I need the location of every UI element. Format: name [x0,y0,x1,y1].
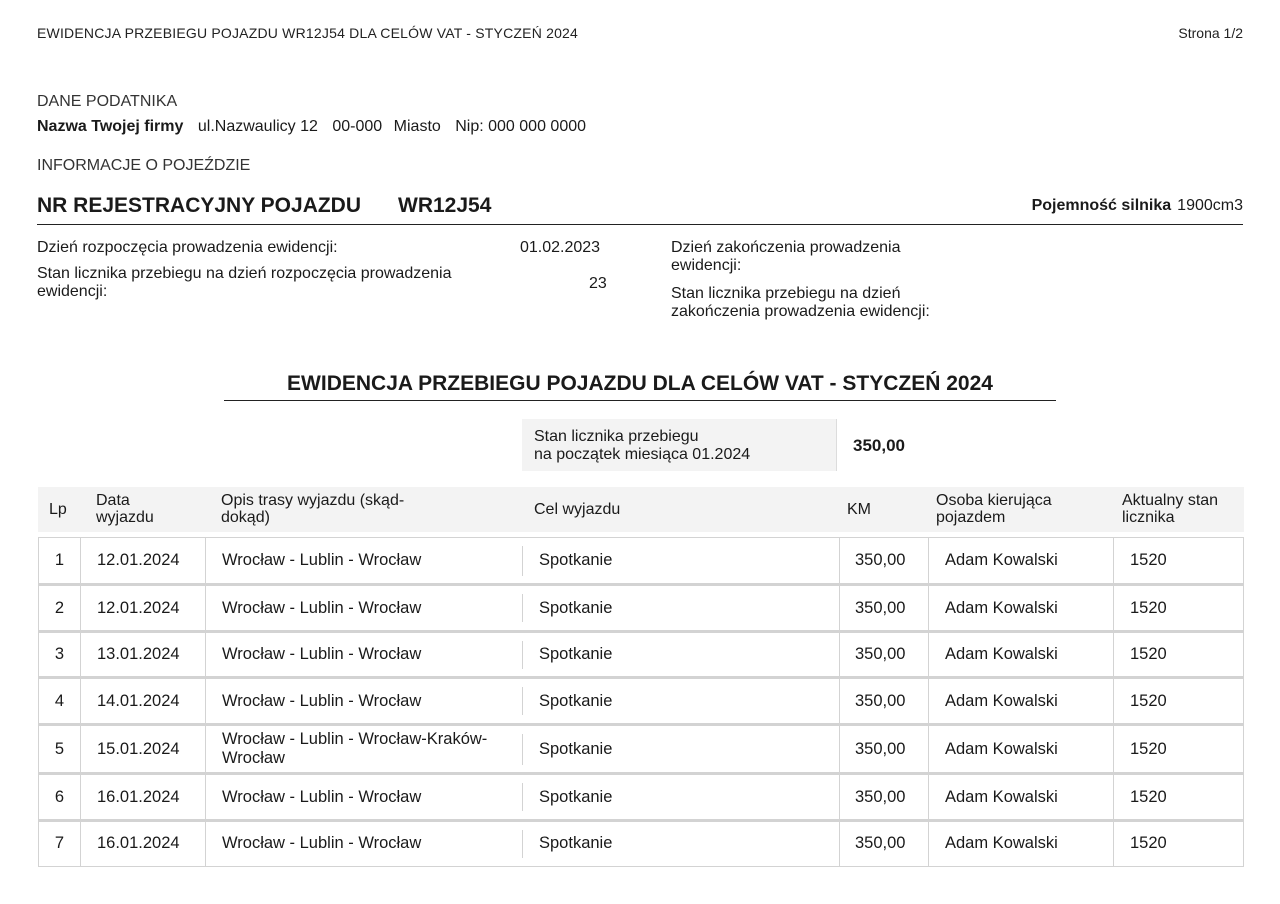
cell-date: 12.01.2024 [81,538,206,584]
document-title: EWIDENCJA PRZEBIEGU POJAZDU WR12J54 DLA CELÓW VAT - STYCZEŃ 2024 [37,25,579,41]
table-row [38,537,1244,585]
company-postal-code: 00-000 [332,118,383,135]
table-row [38,676,1244,724]
start-counter-value: 23 [589,275,607,292]
cell-route: Wrocław - Lublin - Wrocław-Kraków-Wrocław [206,726,523,773]
cell-lp: 7 [39,822,81,866]
cell-date: 15.01.2024 [81,726,206,773]
cell-purpose: Spotkanie [523,679,840,723]
start-counter-label: Stan licznika przebiegu na dzień rozpoczęcia prowadzenia ewidencji: [37,265,452,300]
table-row [38,583,1244,631]
company-street: ul.Nazwaulicy 12 [197,118,318,135]
cell-date: 12.01.2024 [81,586,206,630]
cell-counter: 1520 [1130,645,1167,663]
table-row [38,630,1244,678]
cell-lp: 2 [39,586,81,630]
cell-purpose: Spotkanie [523,586,840,630]
engine-capacity-value: 1900cm3 [1177,197,1243,214]
month-start-counter-label-line1: Stan licznika przebiegu [534,428,699,445]
table-header [38,487,1244,532]
cell-lp: 4 [39,679,81,723]
cell-counter: 1520 [1130,834,1167,852]
registration-row [37,194,1243,225]
cell-route: Wrocław - Lublin - Wrocław [206,822,523,866]
month-start-counter-value: 350,00 [853,436,905,455]
cell-counter: 1520 [1130,598,1167,617]
taxpayer-section-label: DANE PODATNIKA [37,93,178,110]
cell-lp: 1 [39,538,81,584]
header-km: KM [847,501,871,518]
cell-driver: Adam Kowalski [929,726,1114,773]
cell-purpose: Spotkanie [523,726,840,773]
table-row [38,723,1244,774]
table-row [38,819,1244,867]
cell-date: 14.01.2024 [81,679,206,723]
cell-route: Wrocław - Lublin - Wrocław [206,586,523,630]
cell-purpose: Spotkanie [523,538,840,584]
start-date-label: Dzień rozpoczęcia prowadzenia ewidencji: [37,239,338,256]
vehicle-section-label: INFORMACJE O POJEŹDZIE [37,157,251,174]
header-driver: Osoba kierująca pojazdem [936,492,1052,526]
cell-lp: 5 [39,726,81,773]
mileage-table [38,538,1244,867]
cell-counter: 1520 [1130,551,1167,569]
cell-lp: 3 [39,633,81,677]
cell-driver: Adam Kowalski [929,633,1114,677]
company-city: Miasto [393,118,441,135]
company-nip: Nip: 000 000 0000 [455,118,587,135]
cell-km: 350,00 [840,726,929,773]
header-route: Opis trasy wyjazdu (skąd-dokąd) [221,492,405,526]
cell-counter: 1520 [1130,787,1167,806]
cell-km: 350,00 [840,538,929,584]
registration-number: WR12J54 [398,194,492,217]
cell-driver: Adam Kowalski [929,822,1114,866]
cell-counter: 1520 [1130,739,1167,758]
cell-route: Wrocław - Lublin - Wrocław [206,538,523,584]
cell-purpose: Spotkanie [523,775,840,819]
cell-km: 350,00 [840,586,929,630]
start-date-value: 01.02.2023 [520,239,601,256]
cell-km: 350,00 [840,822,929,866]
cell-date: 16.01.2024 [81,775,206,819]
taxpayer-details [37,118,596,136]
header-lp: Lp [49,501,67,518]
cell-lp: 6 [39,775,81,819]
cell-purpose: Spotkanie [523,822,840,866]
cell-date: 13.01.2024 [81,633,206,677]
company-name: Nazwa Twojej firmy [37,118,184,135]
cell-counter: 1520 [1130,691,1167,710]
month-start-counter-box [522,419,837,471]
end-date-label: Dzień zakończenia prowadzenia ewidencji: [671,239,901,274]
report-title: EWIDENCJA PRZEBIEGU POJAZDU DLA CELÓW VAT - STYCZEŃ 2024 [224,372,1056,401]
cell-route: Wrocław - Lublin - Wrocław [206,679,523,723]
table-row [38,772,1244,820]
page-number: Strona 1/2 [1178,25,1243,41]
registration-label: NR REJESTRACYJNY POJAZDU [37,194,362,217]
header-purpose: Cel wyjazdu [534,501,621,518]
cell-driver: Adam Kowalski [929,586,1114,630]
cell-km: 350,00 [840,679,929,723]
engine-capacity [1032,197,1243,215]
end-counter-label: Stan licznika przebiegu na dzień zakończenia prowadzenia ewidencji: [671,285,930,320]
engine-capacity-label: Pojemność silnika [1031,197,1172,214]
cell-route: Wrocław - Lublin - Wrocław [206,633,523,677]
cell-route: Wrocław - Lublin - Wrocław [206,775,523,819]
cell-driver: Adam Kowalski [929,679,1114,723]
cell-km: 350,00 [840,633,929,677]
cell-driver: Adam Kowalski [929,775,1114,819]
month-start-counter-label [534,428,814,464]
cell-driver: Adam Kowalski [929,538,1114,584]
cell-purpose: Spotkanie [523,633,840,677]
header-counter: Aktualny stan licznika [1122,492,1219,526]
header-date: Data wyjazdu [96,492,154,526]
cell-km: 350,00 [840,775,929,819]
cell-date: 16.01.2024 [81,822,206,866]
month-start-counter-label-line2: na początek miesiąca 01.2024 [534,446,751,463]
